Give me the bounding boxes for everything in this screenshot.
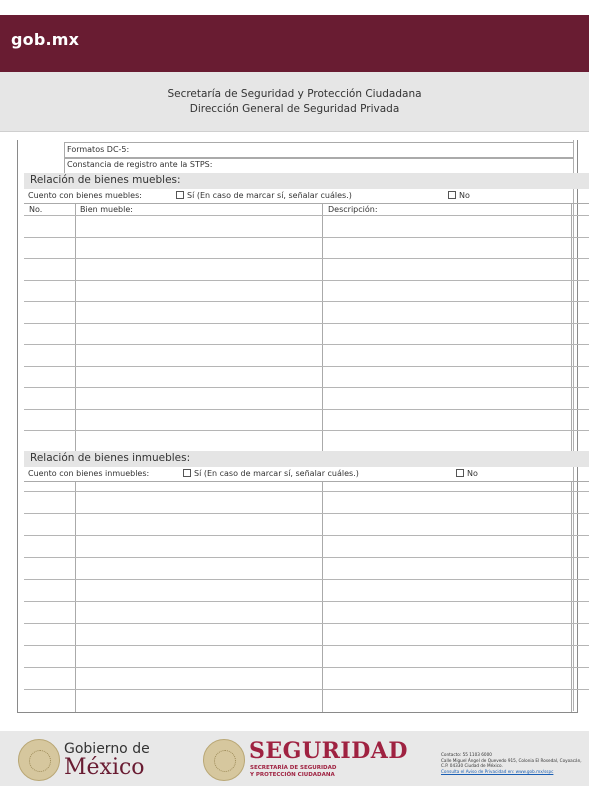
- table-row[interactable]: [24, 410, 589, 432]
- column-header-no: No.: [29, 205, 43, 214]
- contact-info: [441, 752, 587, 774]
- checkbox-icon[interactable]: [183, 469, 191, 477]
- table-row[interactable]: [24, 668, 589, 690]
- muebles-no-option[interactable]: [448, 191, 470, 200]
- inmuebles-si-label: Sí (En caso de marcar sí, señalar cuáles.): [194, 469, 359, 478]
- seguridad-wordmark: SEGURIDAD: [249, 738, 408, 764]
- table-row[interactable]: [24, 259, 589, 281]
- inmuebles-table: [24, 481, 589, 712]
- table-row[interactable]: [24, 580, 589, 602]
- table-row[interactable]: [24, 345, 589, 367]
- form-frame: [17, 140, 578, 713]
- table-row[interactable]: [24, 302, 589, 324]
- checkbox-icon[interactable]: [448, 191, 456, 199]
- checkbox-icon[interactable]: [456, 469, 464, 477]
- muebles-question-row: [24, 190, 589, 203]
- contact-phone: Contacto: 55 1103 6000: [441, 752, 492, 757]
- header-line-1: Secretaría de Seguridad y Protección Ciudadana: [167, 88, 422, 100]
- table-row[interactable]: [24, 367, 589, 389]
- table-row[interactable]: [24, 624, 589, 646]
- header-line-2: Dirección General de Seguridad Privada: [189, 103, 400, 115]
- gobierno-de-text: Gobierno de: [64, 741, 150, 757]
- table-row[interactable]: [24, 204, 589, 216]
- secretaria-line-2: Y PROTECCIÓN CIUDADANA: [250, 772, 335, 778]
- table-row[interactable]: [24, 324, 589, 346]
- muebles-title-text: Relación de bienes muebles:: [30, 174, 181, 186]
- muebles-section-title: [24, 173, 589, 189]
- footer: [0, 731, 589, 786]
- constancia-label: Constancia de registro ante la STPS:: [67, 160, 213, 169]
- table-row[interactable]: [24, 514, 589, 536]
- table-row[interactable]: [24, 492, 589, 514]
- table-row[interactable]: [24, 216, 589, 238]
- table-row[interactable]: [24, 558, 589, 580]
- formatos-label: Formatos DC-5:: [67, 145, 130, 154]
- checkbox-icon[interactable]: [176, 191, 184, 199]
- top-bar: [0, 15, 589, 72]
- top-rows-left-cell: [18, 142, 65, 175]
- table-row[interactable]: [24, 238, 589, 260]
- document-header: [0, 72, 589, 132]
- privacy-link[interactable]: Consulta el Aviso de Privacidad en: www.gob.mx/sspc: [441, 768, 554, 774]
- mexico-seal-icon: [18, 739, 60, 781]
- inmuebles-si-option[interactable]: [183, 469, 359, 478]
- inmuebles-question: Cuento con bienes inmuebles:: [28, 469, 150, 478]
- muebles-si-label: Sí (En caso de marcar sí, señalar cuáles.): [187, 191, 352, 200]
- table-row[interactable]: [24, 388, 589, 410]
- muebles-table: [24, 203, 589, 453]
- table-row[interactable]: [24, 482, 589, 492]
- table-row[interactable]: [24, 646, 589, 668]
- secretaria-line-1: SECRETARÍA DE SEGURIDAD: [250, 765, 337, 771]
- muebles-no-label: No: [459, 191, 470, 200]
- inmuebles-question-row: [24, 468, 589, 481]
- inmuebles-no-label: No: [467, 469, 478, 478]
- column-header-descripcion: Descripción:: [328, 205, 378, 214]
- inmuebles-no-option[interactable]: [456, 469, 478, 478]
- inmuebles-section-title: [24, 451, 589, 467]
- constancia-row: [64, 157, 573, 174]
- table-row[interactable]: [24, 602, 589, 624]
- muebles-si-option[interactable]: [176, 191, 352, 200]
- muebles-question: Cuento con bienes muebles:: [28, 191, 142, 200]
- table-row[interactable]: [24, 431, 589, 453]
- sspc-seal-icon: [203, 739, 245, 781]
- table-row[interactable]: [24, 536, 589, 558]
- contact-address: Calle Miguel Ángel de Quevedo 915, Colonia El Rosedal, Coyoacán, C.P. 04330 Ciudad de México.: [441, 757, 582, 768]
- table-row[interactable]: [24, 281, 589, 303]
- gob-mx-logo[interactable]: gob.mx: [11, 30, 80, 49]
- inmuebles-title-text: Relación de bienes inmuebles:: [30, 452, 191, 464]
- secretaria-subtitle: [250, 765, 336, 779]
- column-header-bien-mueble: Bien mueble:: [80, 205, 133, 214]
- mexico-text: México: [64, 755, 145, 780]
